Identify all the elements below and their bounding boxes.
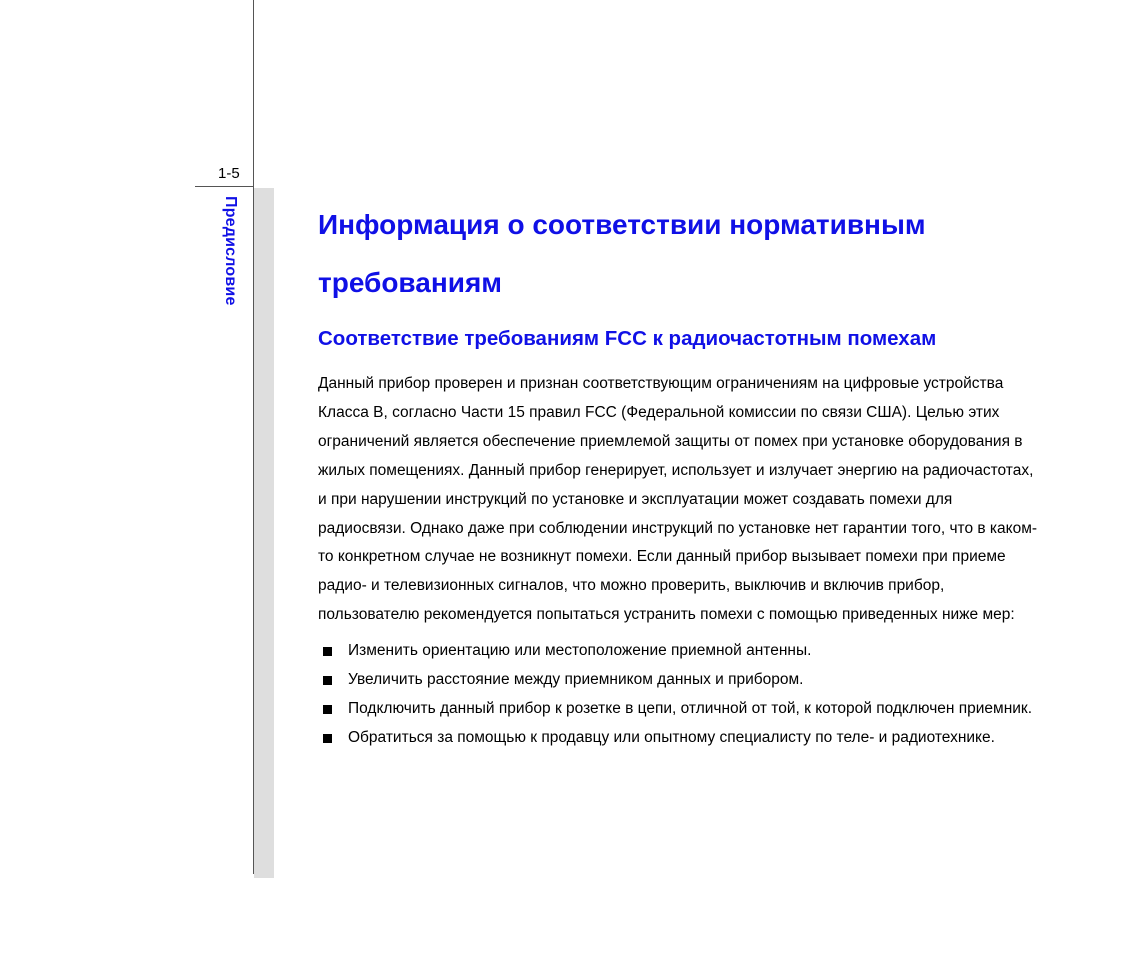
body-paragraph: Данный прибор проверен и признан соответствующим ограничениям на цифровые устройства Класса B, согласно Части 15 правил FCC (Федеральной комиссии по связи США). Целью этих ограничений является обеспечение приемлемой защиты от помех при установке оборудования в жилых помещениях. Данный прибор генерирует, использует и излучает энергию на радиочастотах, и при нарушении инструкций по установке и эксплуатации может создавать помехи для радиосвязи. Однако даже при соблюдении инструкций по установке нет гарантии того, что в каком-то конкретном случае не возникнут помехи. Если данный прибор вызывает помехи при приеме радио- и телевизионных сигналов, что можно проверить, выключив и включив прибор, пользователю рекомендуется попытаться устранить помехи с помощью приведенных ниже мер: bbox=[318, 375, 1038, 624]
square-bullet-icon bbox=[323, 676, 332, 685]
side-band bbox=[254, 188, 274, 878]
list-item bbox=[318, 724, 1038, 753]
square-bullet-icon bbox=[323, 647, 332, 656]
page-number: 1-5 bbox=[218, 165, 240, 182]
list-item bbox=[318, 666, 1038, 695]
list-item bbox=[318, 637, 1038, 666]
list-item bbox=[318, 695, 1038, 724]
square-bullet-icon bbox=[323, 734, 332, 743]
list-item-text: Изменить ориентацию или местоположение приемной антенны. bbox=[348, 642, 812, 660]
list-item-text: Подключить данный прибор к розетке в цепи, отличной от той, к которой подключен приемник. bbox=[348, 699, 1033, 717]
list-item-text: Обратиться за помощью к продавцу или опытному специалисту по теле- и радиотехнике. bbox=[348, 728, 995, 746]
square-bullet-icon bbox=[323, 705, 332, 714]
section-tab: Предисловие bbox=[222, 196, 239, 306]
section-subtitle: Соответствие требованиям FCC к радиочастотным помехам bbox=[318, 327, 937, 350]
measures-list bbox=[318, 637, 1038, 753]
page-number-rule bbox=[195, 186, 253, 187]
page-content bbox=[318, 196, 1038, 753]
list-item-text: Увеличить расстояние между приемником данных и прибором. bbox=[348, 671, 804, 689]
page-title: Информация о соответствии нормативным требованиям bbox=[318, 209, 926, 298]
